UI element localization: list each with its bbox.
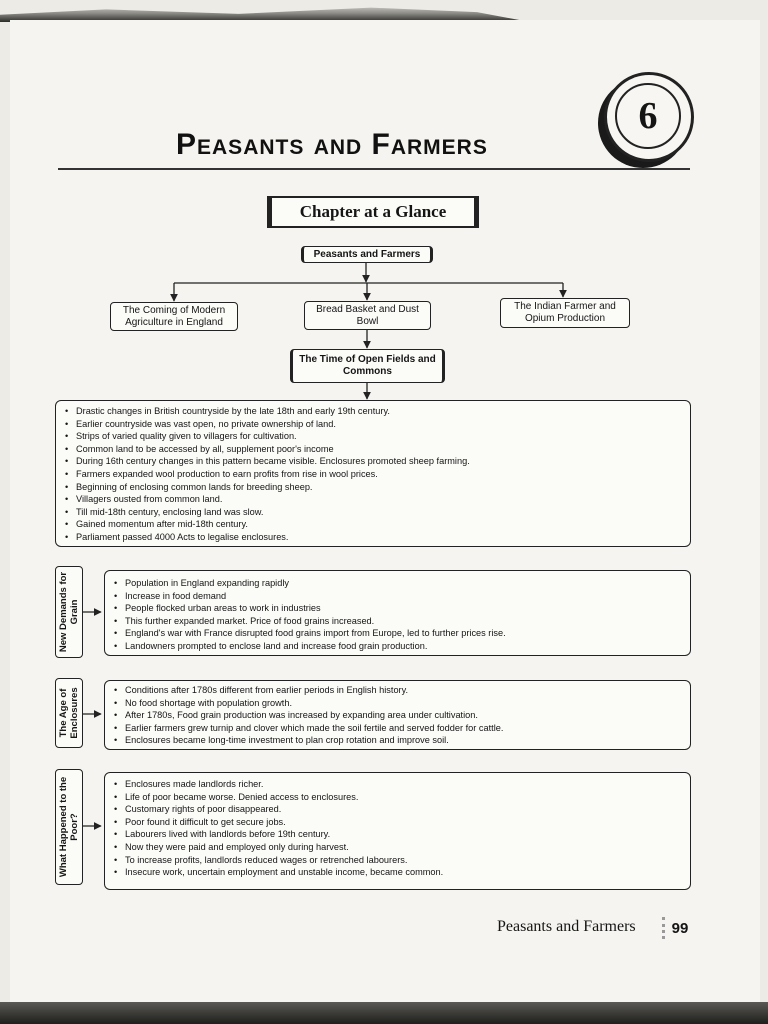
list-item: • Farmers expanded wool production to earn profits from rise in wool prices. [64,468,682,481]
list-item: • England's war with France disrupted food grains import from Europe, led to further prices rise. [113,627,682,640]
list-item: • Common land to be accessed by all, supplement poor's income [64,443,682,456]
list-item: • Insecure work, uncertain employment and unstable income, became common. [113,866,682,879]
list-item: • Landowners prompted to enclose land and increase food grain production. [113,640,682,653]
list-item: • Labourers lived with landlords before 19th century. [113,828,682,841]
branch-node-indian-farmer: The Indian Farmer and Opium Production [500,298,630,328]
footer-chapter-title: Peasants and Farmers [497,918,636,935]
list-item: • Villagers ousted from common land. [64,493,682,506]
chapter-number: 6 [615,83,681,149]
branch-node-bread-basket: Bread Basket and Dust Bowl [304,301,431,330]
new-demands-info-box [104,570,691,656]
list-item: • Poor found it difficult to get secure jobs. [113,816,682,829]
list-item: • Earlier farmers grew turnip and clover which made the soil fertile and served fodder for cattle. [113,722,682,735]
side-label-what-happened-to-poor [55,769,83,885]
list-item: • Population in England expanding rapidly [113,577,682,590]
subtopic-node-open-fields: The Time of Open Fields and Commons [290,349,445,383]
page-bottom-edge [0,1002,768,1024]
list-item: • Strips of varied quality given to villagers for cultivation. [64,430,682,443]
list-item: • Now they were paid and employed only during harvest. [113,841,682,854]
list-item: • Parliament passed 4000 Acts to legalise enclosures. [64,531,682,544]
list-item: • Beginning of enclosing common lands for breeding sheep. [64,481,682,494]
open-fields-info-box [55,400,691,547]
list-item: • Earlier countryside was vast open, no private ownership of land. [64,418,682,431]
side-label-new-demands [55,566,83,658]
list-item: • During 16th century changes in this pattern became visible. Enclosures promoted sheep farming. [64,455,682,468]
age-of-enclosures-info-box [104,680,691,750]
root-node: Peasants and Farmers [301,246,433,263]
list-item: • Enclosures became long-time investment to plan crop rotation and improve soil. [113,734,682,747]
list-item: • To increase profits, landlords reduced wages or retrenched labourers. [113,854,682,867]
list-item: • Customary rights of poor disappeared. [113,803,682,816]
side-label-text: New Demands for Grain [58,571,80,653]
what-happened-info-box [104,772,691,890]
list-item: • Life of poor became worse. Denied access to enclosures. [113,791,682,804]
list-item: • Till mid-18th century, enclosing land was slow. [64,506,682,519]
side-label-age-of-enclosures [55,678,83,748]
list-item: • Drastic changes in British countryside by the late 18th and early 19th century. [64,405,682,418]
list-item: • This further expanded market. Price of food grains increased. [113,615,682,628]
list-item: • Enclosures made landlords richer. [113,778,682,791]
list-item: • Increase in food demand [113,590,682,603]
branch-node-modern-agriculture: The Coming of Modern Agriculture in England [110,302,238,331]
side-label-text: What Happened to the Poor? [58,776,80,878]
list-item: • People flocked urban areas to work in industries [113,602,682,615]
side-label-text: The Age of Enclosures [58,687,80,739]
list-item: • Conditions after 1780s different from earlier periods in English history. [113,684,682,697]
page-number: 99 [662,917,695,939]
list-item: • Gained momentum after mid-18th century. [64,518,682,531]
chapter-title: Peasants and Farmers [176,128,488,161]
list-item: • No food shortage with population growth. [113,697,682,710]
list-item: • After 1780s, Food grain production was increased by expanding area under cultivation. [113,709,682,722]
chapter-at-a-glance-heading: Chapter at a Glance [267,196,479,228]
